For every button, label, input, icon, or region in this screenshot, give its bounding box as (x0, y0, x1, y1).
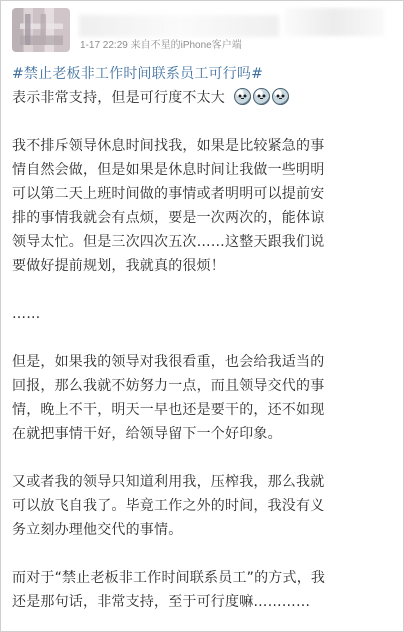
ellipsis-paragraph (12, 302, 394, 326)
paragraph-line: 我不排斥领导休息时间找我，如果是比较紧急的事 (12, 138, 325, 154)
paragraph-line: …… (12, 306, 41, 322)
paragraph-line: 又或者我的领导只知道利用我，压榨我，那么我就 (12, 474, 325, 490)
paragraph-line: 而对于“禁止老板非工作时间联系员工”的方式，我 (12, 570, 326, 586)
paragraph-line: 排的事情我就会有点烦，要是一次两次的，能体谅 (12, 210, 325, 226)
paragraph-spacer (12, 542, 394, 566)
paragraph-spacer (12, 446, 394, 470)
intro-text: 表示非常支持，但是可行度不太大 (12, 90, 225, 106)
paragraph-3 (12, 350, 394, 446)
emoji-group (234, 88, 289, 105)
ghost-face-icon (272, 88, 289, 105)
post-meta: 1-17 22:29 来自不星的iPhone客户端 (80, 40, 242, 51)
paragraph-line: 还是那句话，非常支持，至于可行度嘛………… (12, 594, 311, 610)
post-header (1, 1, 403, 59)
paragraph-spacer (12, 110, 394, 134)
post-content (12, 62, 394, 614)
blurred-avatar[interactable] (12, 8, 70, 52)
paragraph-spacer (12, 326, 394, 350)
paragraph-line: 可以放飞自我了。毕竟工作之外的时间，我没有义 (12, 498, 325, 514)
paragraph-line: 在就把事情干好，给领导留下一个好印象。 (12, 426, 282, 442)
paragraph-spacer (12, 278, 394, 302)
blurred-header-decoration (284, 8, 384, 36)
ghost-face-icon (253, 88, 270, 105)
paragraph-line: 务立刻办理他交代的事情。 (12, 522, 183, 538)
paragraph-line: 要做好提前规划，我就真的很烦！ (12, 258, 225, 274)
paragraph-5 (12, 566, 394, 614)
blurred-username[interactable] (79, 15, 279, 37)
paragraph-line: 情，晚上不干，明天一早也还是要干的，还不如现 (12, 402, 325, 418)
paragraph-line: 回报，那么我就不妨努力一点，而且领导交代的事 (12, 378, 325, 394)
intro-line (12, 86, 394, 110)
paragraph-4 (12, 470, 394, 542)
paragraph-line: 可以第二天上班时间做的事情或者明明可以提前安 (12, 186, 325, 202)
paragraph-line: 领导太忙。但是三次四次五次……这整天跟我们说 (12, 234, 325, 250)
topic-link[interactable]: #禁止老板非工作时间联系员工可行吗# (12, 66, 264, 82)
paragraph-line: 情自然会做，但是如果是休息时间让我做一些明明 (12, 162, 325, 178)
paragraph-line: 但是，如果我的领导对我很看重，也会给我适当的 (12, 354, 325, 370)
paragraph-1 (12, 134, 394, 278)
ghost-face-icon (234, 88, 251, 105)
